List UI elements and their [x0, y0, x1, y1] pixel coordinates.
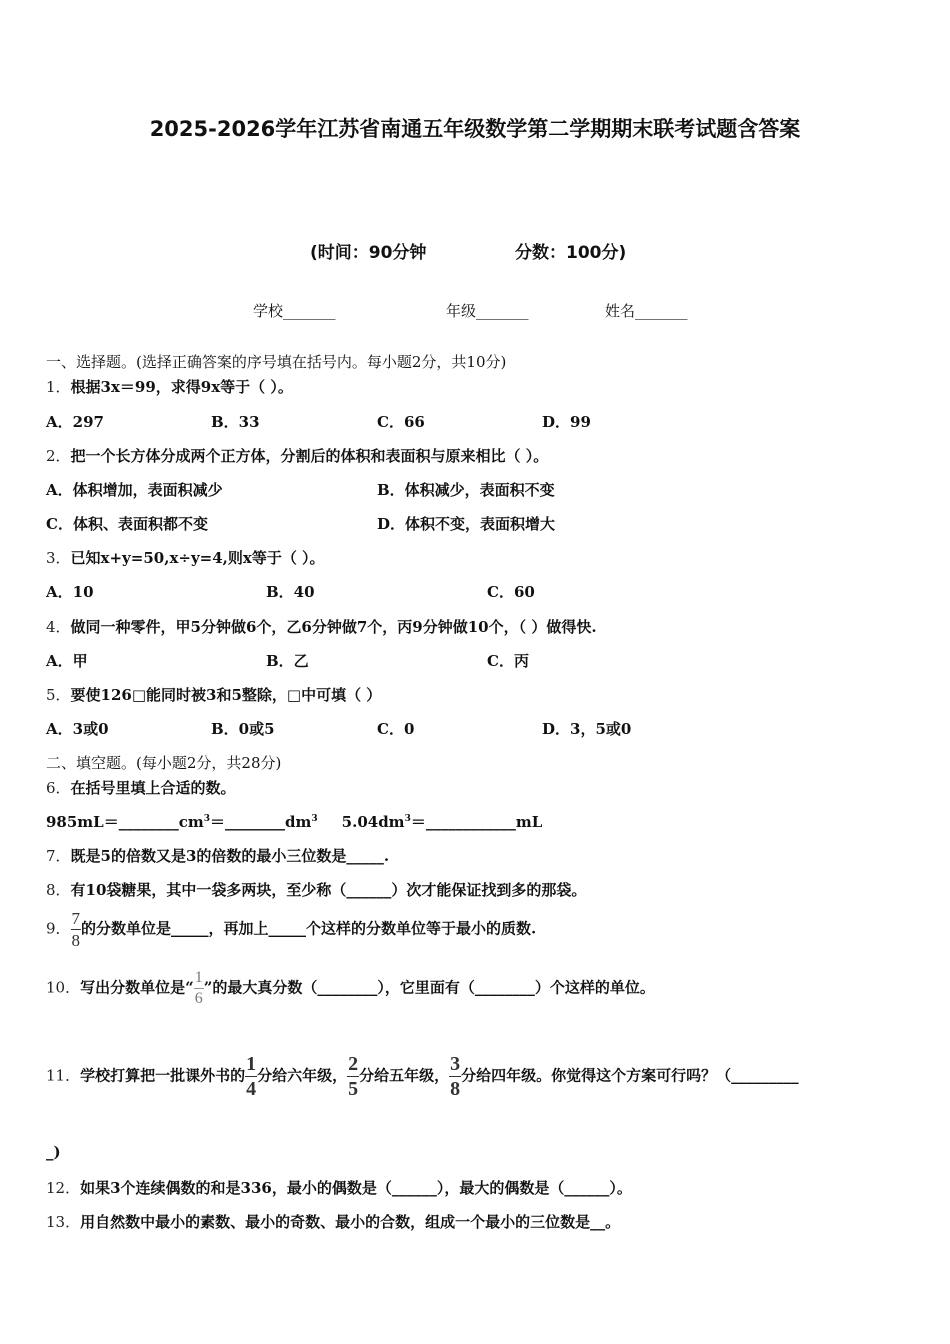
- question-text-part2: 分给五年级，: [359, 1066, 450, 1085]
- fraction: [194, 970, 204, 1007]
- q5-option-b: B．0或5: [211, 720, 275, 738]
- question-number: 2．: [46, 447, 71, 465]
- page-title: 2025-2026学年江苏省南通五年级数学第二学期期末联考试题含答案: [149, 117, 801, 141]
- q11-continuation: _): [46, 1143, 61, 1161]
- q4-option-b: B．乙: [266, 652, 309, 670]
- q5-option-a: A．3或0: [46, 720, 109, 738]
- cube-superscript: 3: [311, 814, 318, 824]
- question-text: 在括号里填上合适的数。: [70, 779, 236, 797]
- fraction-numerator: 1: [246, 1053, 257, 1075]
- question-text-part1: 分给六年级，: [257, 1066, 348, 1085]
- question-text: 的分数单位是_____，再加上_____个这样的分数单位等于最小的质数.: [81, 919, 537, 938]
- q1-option-c: C．66: [377, 413, 425, 431]
- school-field: 学校_______: [253, 302, 336, 320]
- question-13: [46, 1211, 620, 1232]
- q1-option-d: D．99: [542, 413, 591, 431]
- exam-score: 分数：100分): [515, 243, 627, 263]
- fraction-denominator: 6: [194, 990, 203, 1007]
- question-number: 9．: [46, 919, 71, 938]
- question-text: 用自然数中最小的素数、最小的奇数、最小的合数，组成一个最小的三位数是__。: [80, 1213, 621, 1231]
- fraction-denominator: 8: [71, 931, 81, 950]
- cube-superscript: 3: [203, 814, 211, 824]
- question-3: [46, 547, 325, 568]
- question-number: 5．: [46, 686, 71, 704]
- fraction-denominator: 5: [348, 1078, 359, 1100]
- question-text-pre: 写出分数单位是“: [80, 978, 194, 997]
- exam-time: (时间：90分钟: [310, 243, 427, 263]
- question-5: [46, 684, 381, 705]
- fraction-numerator: 7: [71, 909, 81, 928]
- fraction-three-eighths: [449, 1054, 461, 1099]
- question-number: 13．: [46, 1213, 81, 1231]
- question-text: 做同一种零件，甲5分钟做6个，乙6分钟做7个，丙9分钟做10个，（ ）做得快.: [70, 618, 597, 636]
- question-text: 既是5的倍数又是3的倍数的最小三位数是_____.: [70, 847, 390, 865]
- question-8: [46, 879, 586, 900]
- fraction-denominator: 4: [246, 1078, 257, 1100]
- question-text-part3: 分给四年级。你觉得这个方案可行吗？（_________: [461, 1066, 799, 1085]
- section-2-heading: 二、填空题。(每小题2分，共28分): [46, 754, 282, 772]
- question-number: 10．: [46, 978, 81, 997]
- question-12: [46, 1177, 632, 1198]
- name-field: 姓名_______: [605, 302, 688, 320]
- question-number: 1．: [46, 378, 71, 396]
- q6-part-c: 5.04dm: [341, 813, 405, 831]
- fraction-one-quarter: [245, 1054, 257, 1099]
- q3-option-c: C．60: [487, 583, 535, 601]
- q1-option-a: A．297: [46, 413, 104, 431]
- q1-option-b: B．33: [211, 413, 260, 431]
- q6-part-d: ＝____________mL: [410, 813, 543, 831]
- fraction-denominator: 8: [450, 1078, 461, 1100]
- question-number: 12．: [46, 1179, 81, 1197]
- grade-field: 年级_______: [446, 302, 529, 320]
- question-text-post: ”的最大真分数（________），它里面有（________）个这样的单位。: [203, 978, 655, 997]
- question-text: 根据3x＝99，求得9x等于（ ）。: [70, 378, 293, 396]
- fraction-numerator: 2: [348, 1053, 359, 1075]
- q6-conversion-line: [46, 811, 542, 832]
- question-4: [46, 616, 597, 637]
- fraction-two-fifths: [347, 1054, 359, 1099]
- q5-option-d: D．3，5或0: [542, 720, 632, 738]
- question-6: [46, 777, 236, 798]
- question-number: 8．: [46, 881, 71, 899]
- section-1-heading: 一、选择题。(选择正确答案的序号填在括号内。每小题2分，共10分): [46, 353, 507, 371]
- q4-option-c: C．丙: [487, 652, 529, 670]
- question-text: 把一个长方体分成两个正方体，分割后的体积和表面积与原来相比（ ）。: [70, 447, 549, 465]
- fraction: [71, 910, 82, 949]
- question-number: 6．: [46, 779, 71, 797]
- question-1: [46, 376, 293, 397]
- question-text: 要使126□能同时被3和5整除，□中可填（ ）: [70, 686, 382, 704]
- question-number: 4．: [46, 618, 71, 636]
- q4-option-a: A．甲: [46, 652, 88, 670]
- q2-option-a: A．体积增加，表面积减少: [46, 481, 223, 499]
- question-number: 3．: [46, 549, 71, 567]
- q2-option-c: C．体积、表面积都不变: [46, 515, 208, 533]
- question-text: 已知x+y=50,x÷y=4,则x等于（ ）。: [70, 549, 325, 567]
- question-text: 有10袋糖果，其中一袋多两块，至少称（______）次才能保证找到多的那袋。: [70, 881, 587, 899]
- question-2: [46, 445, 548, 466]
- q6-part-a: 985mL＝________cm: [46, 813, 204, 831]
- fraction-numerator: 1: [194, 969, 203, 986]
- q2-option-b: B．体积减少，表面积不变: [377, 481, 555, 499]
- question-number: 7．: [46, 847, 71, 865]
- question-7: [46, 845, 389, 866]
- question-text: 如果3个连续偶数的和是336，最小的偶数是（______），最大的偶数是（______）。: [80, 1179, 632, 1197]
- q3-option-a: A．10: [46, 583, 94, 601]
- question-text-pre: 学校打算把一批课外书的: [80, 1066, 246, 1085]
- question-9: [46, 910, 536, 949]
- cube-superscript: 3: [404, 814, 411, 824]
- q3-option-b: B．40: [266, 583, 315, 601]
- question-10: [46, 970, 655, 1007]
- q2-option-d: D．体积不变，表面积增大: [377, 515, 556, 533]
- question-11: [46, 1054, 799, 1099]
- q6-part-b: ＝________dm: [210, 813, 312, 831]
- q5-option-c: C．0: [377, 720, 415, 738]
- question-number: 11．: [46, 1066, 81, 1085]
- fraction-numerator: 3: [450, 1053, 461, 1075]
